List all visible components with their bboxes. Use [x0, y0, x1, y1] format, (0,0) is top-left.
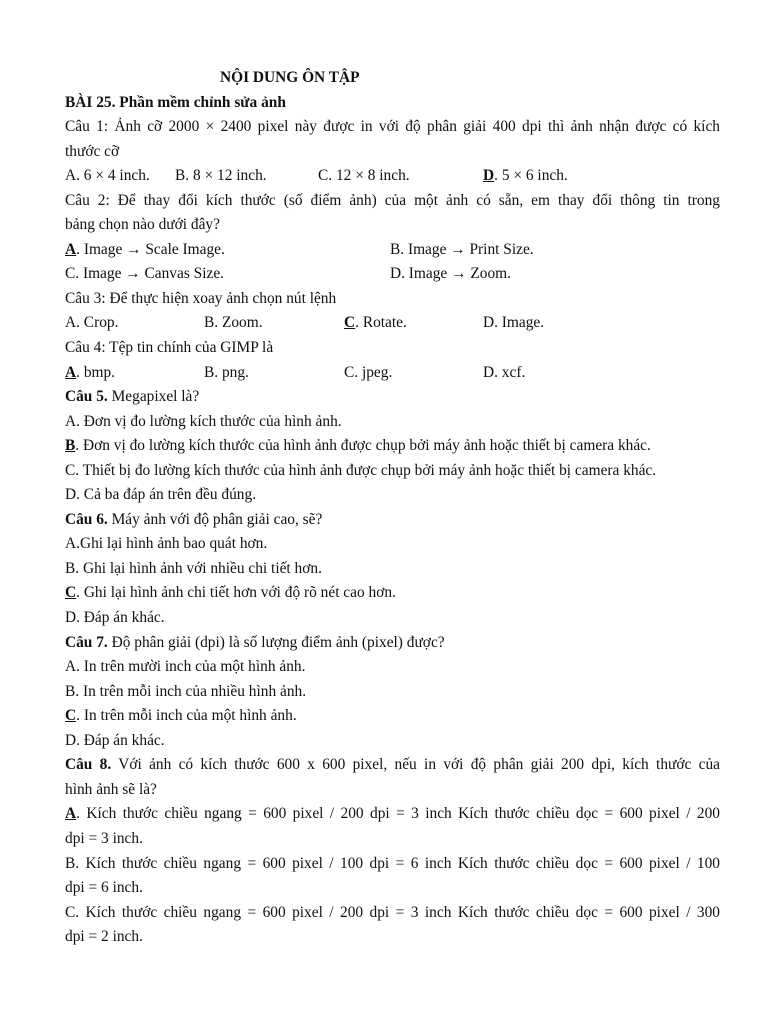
q4-option-d: D. xcf.	[483, 363, 526, 381]
q1-option-a: A. 6 × 4 inch.	[65, 167, 150, 185]
question-1-text: Câu 1: Ảnh cỡ 2000 × 2400 pixel này được in với độ phân giải 400 dpi thì ảnh nhận được có kích	[65, 118, 720, 136]
q7-question: Độ phân giải (dpi) là số lượng điểm ảnh (pixel) được?	[107, 633, 445, 651]
q6-option-d: D. Đáp án khác.	[65, 609, 165, 627]
q3-option-d: D. Image.	[483, 314, 545, 332]
question-6-text	[65, 508, 720, 533]
q8-option-c: C. Kích thước chiều ngang = 600 pixel / 200 dpi = 3 inch Kích thước chiều dọc = 600 pixel / 300	[65, 903, 720, 921]
q4-option-b: B. png.	[204, 363, 249, 381]
q6-question: Máy ảnh với độ phân giải cao, sẽ?	[107, 510, 323, 528]
q4-option-a	[65, 361, 115, 386]
q6-option-b: B. Ghi lại hình ảnh với nhiều chi tiết hơn.	[65, 559, 322, 577]
lesson-heading	[65, 91, 720, 116]
q8-option-a-cont: dpi = 3 inch.	[65, 829, 143, 847]
q5-option-a: A. Đơn vị đo lường kích thước của hình ảnh.	[65, 412, 342, 430]
q5-option-b-text: . Đơn vị đo lường kích thước của hình ảnh được chụp bởi máy ảnh hoặc thiết bị camera khác.	[75, 437, 651, 455]
question-1-text-cont: thước cỡ	[65, 142, 120, 160]
q2-option-d: D. Image → Zoom.	[390, 265, 511, 283]
question-2-options-row-1	[65, 238, 720, 263]
q1-option-b: B. 8 × 12 inch.	[175, 167, 267, 185]
lesson-name: . Phần mềm chỉnh sửa ảnh	[111, 93, 286, 111]
question-4-options	[65, 361, 720, 386]
q5-label: Câu 5.	[65, 388, 108, 406]
question-2-text-cont: bảng chọn nào dưới đây?	[65, 216, 220, 234]
q3-option-c	[344, 311, 407, 336]
q7-option-a: A. In trên mười inch của một hình ảnh.	[65, 658, 306, 676]
q7-option-c	[65, 704, 720, 729]
q5-option-b	[65, 434, 720, 459]
question-1-options	[65, 164, 720, 189]
q8-option-b-cont: dpi = 6 inch.	[65, 879, 143, 897]
q5-question: Megapixel là?	[107, 388, 200, 406]
q7-option-c-text: . In trên mỗi inch của một hình ảnh.	[76, 707, 297, 725]
q1-option-d-text: . 5 × 6 inch.	[494, 167, 568, 185]
q5-correct-letter: B	[65, 437, 76, 455]
q6-option-a: A.Ghi lại hình ảnh bao quát hơn.	[65, 535, 268, 553]
q2-option-c: C. Image → Canvas Size.	[65, 265, 225, 283]
question-4-text: Câu 4: Tệp tin chính của GIMP là	[65, 339, 274, 357]
q8-option-a-text: . Kích thước chiều ngang = 600 pixel / 200 dpi = 3 inch Kích thước chiều dọc = 600 pixel / 200	[76, 805, 720, 823]
q7-label: Câu 7.	[65, 633, 108, 651]
q8-option-c-cont: dpi = 2 inch.	[65, 928, 143, 946]
q5-option-d: D. Cả ba đáp án trên đều đúng.	[65, 486, 257, 504]
q4-option-a-text: . bmp.	[76, 363, 116, 381]
q1-correct-letter: D	[483, 167, 495, 185]
q2-correct-letter: A	[65, 240, 77, 258]
q6-label: Câu 6.	[65, 510, 108, 528]
q1-option-d	[483, 164, 568, 189]
question-2-text: Câu 2: Để thay đổi kích thước (số điểm ảnh) của một ảnh có sẵn, em thay đổi thông tin trong	[65, 191, 720, 209]
q2-option-a-text: . Image → Scale Image.	[76, 240, 225, 258]
q8-label: Câu 8.	[65, 756, 112, 774]
q3-option-a: A. Crop.	[65, 314, 119, 332]
q3-correct-letter: C	[344, 314, 356, 332]
q3-option-b: B. Zoom.	[204, 314, 263, 332]
q7-option-d: D. Đáp án khác.	[65, 731, 165, 749]
lesson-label: BÀI 25	[65, 93, 112, 111]
q6-option-c	[65, 581, 720, 606]
q6-correct-letter: C	[65, 584, 77, 602]
question-8-text-cont: hình ảnh sẽ là?	[65, 780, 157, 798]
document-title: NỘI DUNG ÔN TẬP	[220, 69, 360, 86]
q3-option-c-text: . Rotate.	[355, 314, 407, 332]
question-3-text: Câu 3: Để thực hiện xoay ảnh chọn nút lệnh	[65, 289, 337, 307]
q5-option-c: C. Thiết bị đo lường kích thước của hình ảnh được chụp bởi máy ảnh hoặc thiết bị camera khác.	[65, 461, 657, 479]
q8-option-b: B. Kích thước chiều ngang = 600 pixel / 100 dpi = 6 inch Kích thước chiều dọc = 600 pixel / 100	[65, 854, 720, 872]
q8-question: Với ảnh có kích thước 600 x 600 pixel, nếu in với độ phân giải 200 dpi, kích thước của	[111, 756, 720, 774]
question-8-text	[65, 753, 720, 778]
q2-option-b: B. Image → Print Size.	[390, 240, 534, 258]
q8-option-a	[65, 802, 720, 827]
q2-option-a	[65, 238, 225, 263]
q7-option-b: B. In trên mỗi inch của nhiều hình ảnh.	[65, 682, 307, 700]
q7-correct-letter: C	[65, 707, 77, 725]
q1-option-c: C. 12 × 8 inch.	[318, 167, 410, 185]
question-7-text	[65, 631, 720, 656]
document-page	[65, 66, 720, 950]
q8-correct-letter: A	[65, 805, 77, 823]
question-2-options-row-2	[65, 262, 720, 287]
q4-option-c: C. jpeg.	[344, 363, 393, 381]
q4-correct-letter: A	[65, 363, 77, 381]
question-5-text	[65, 385, 720, 410]
question-3-options	[65, 311, 720, 336]
q6-option-c-text: . Ghi lại hình ảnh chi tiết hơn với độ rõ nét cao hơn.	[76, 584, 396, 602]
